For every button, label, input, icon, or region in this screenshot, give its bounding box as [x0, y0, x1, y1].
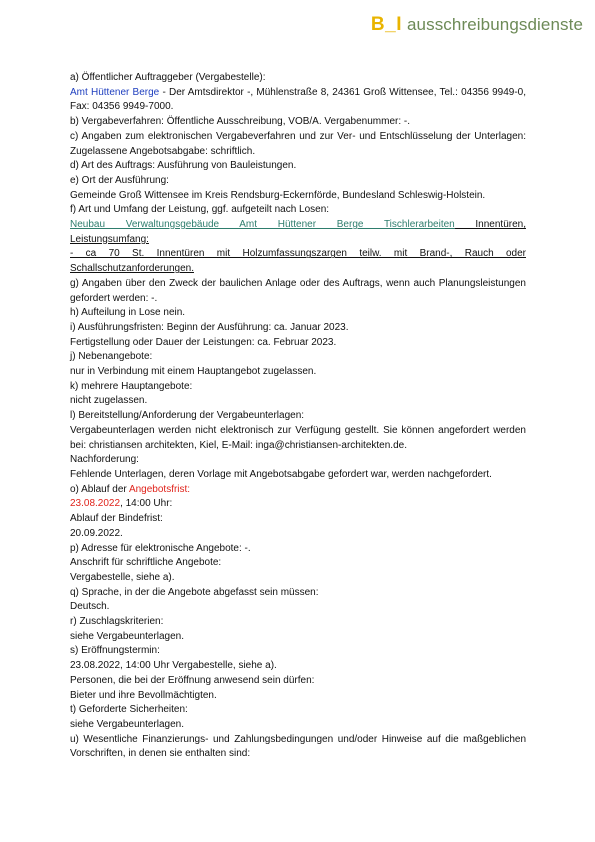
section-g: g) Angaben über den Zweck der baulichen Anlage oder des Auftrags, wenn auch Planungsleistungen gefordert werden: -.: [70, 277, 526, 304]
logo-mark: B_I: [370, 14, 402, 35]
section-f-title: [70, 218, 526, 233]
brand-logo: [371, 14, 583, 36]
section-f-label: f) Art und Umfang der Leistung, ggf. aufgeteilt nach Losen:: [70, 204, 330, 216]
section-k-label: k) mehrere Hauptangebote:: [70, 380, 193, 392]
binding-period-value: 20.09.2022.: [70, 527, 123, 539]
section-h: h) Aufteilung in Lose nein.: [70, 307, 186, 319]
section-b: b) Vergabeverfahren: Öffentliche Ausschreibung, VOB/A. Vergabenummer: -.: [70, 116, 411, 128]
section-f-scope: - ca 70 St. Innentüren mit Holzumfassungszargen teilw. mit Brand-, Rauch oder Schallschutzanforderungen.: [70, 248, 526, 275]
contracting-authority-detail: - Der Amtsdirektor -, Mühlenstraße 8, 24361 Groß Wittensee, Tel.: 04356 9949-0, Fax: 04356 9949-7000.: [70, 86, 527, 113]
section-r-value: siehe Vergabeunterlagen.: [70, 630, 184, 642]
section-t-value: siehe Vergabeunterlagen.: [70, 718, 184, 730]
deadline-time: , 14:00 Uhr:: [120, 498, 173, 510]
section-e-value: Gemeinde Groß Wittensee im Kreis Rendsburg-Eckernförde, Bundesland Schleswig-Holstein.: [70, 189, 486, 201]
contracting-authority-name: Amt Hüttener Berge: [70, 86, 160, 98]
section-i-end: Fertigstellung oder Dauer der Leistungen: ca. Februar 2023.: [70, 336, 337, 348]
deadline-label: Angebotsfrist:: [128, 483, 191, 495]
project-title-rest: Innentüren,: [454, 219, 526, 231]
section-r-label: r) Zuschlagskriterien:: [70, 616, 164, 628]
section-p-written-label: Anschrift für schriftliche Angebote:: [70, 557, 222, 569]
section-l-nach-value: Fehlende Unterlagen, deren Vorlage mit Angebotsabgabe gefordert war, werden nachgefordert.: [70, 468, 492, 480]
section-s-label: s) Eröffnungstermin:: [70, 645, 160, 657]
section-k-value: nicht zugelassen.: [70, 395, 148, 407]
section-o-deadline: [70, 497, 526, 512]
project-title-link[interactable]: Neubau Verwaltungsgebäude Amt Hüttener Berge Tischlerarbeiten: [70, 219, 455, 231]
section-i-start: i) Ausführungsfristen: Beginn der Ausführung: ca. Januar 2023.: [70, 321, 349, 333]
section-l-label: l) Bereitstellung/Anforderung der Vergabeunterlagen:: [70, 410, 305, 422]
section-a-label: a) Öffentlicher Auftraggeber (Vergabestelle):: [70, 72, 266, 83]
section-s-persons-value: Bieter und ihre Bevollmächtigten.: [70, 689, 217, 701]
logo-text: ausschreibungsdienste: [407, 15, 583, 34]
section-t-label: t) Geforderte Sicherheiten:: [70, 704, 188, 716]
section-j-label: j) Nebenangebote:: [70, 351, 153, 363]
section-f-scope-label: Leistungsumfang:: [70, 233, 149, 245]
section-j-value: nur in Verbindung mit einem Hauptangebot zugelassen.: [70, 366, 317, 378]
section-o-label: [70, 483, 526, 498]
tender-document: [70, 71, 526, 762]
section-a-body: [70, 86, 526, 115]
section-u: u) Wesentliche Finanzierungs- und Zahlungsbedingungen und/oder Hinweise auf die maßgeblichen Vorschriften, in denen sie enthalten sind:: [70, 733, 526, 760]
section-l-nach-label: Nachforderung:: [70, 454, 139, 466]
section-d: d) Art des Auftrags: Ausführung von Bauleistungen.: [70, 160, 297, 172]
deadline-prefix: o) Ablauf der: [70, 483, 129, 495]
section-s-persons-label: Personen, die bei der Eröffnung anwesend sein dürfen:: [70, 674, 315, 686]
deadline-date: 23.08.2022: [70, 498, 121, 510]
section-p-written-value: Vergabestelle, siehe a).: [70, 571, 175, 583]
section-l-value: Vergabeunterlagen werden nicht elektronisch zur Verfügung gestellt. Sie können angefordert werden bei: christiansen architekten, Kiel, E-Mail: inga@christiansen-architekten.de.: [70, 424, 526, 451]
binding-period-label: Ablauf der Bindefrist:: [70, 513, 163, 525]
section-q-value: Deutsch.: [70, 601, 110, 613]
section-p-electronic: p) Adresse für elektronische Angebote: -.: [70, 542, 251, 554]
section-e-label: e) Ort der Ausführung:: [70, 174, 169, 186]
section-s-value: 23.08.2022, 14:00 Uhr Vergabestelle, siehe a).: [70, 660, 277, 672]
section-c: c) Angaben zum elektronischen Vergabeverfahren und zur Ver- und Entschlüsselung der Unterlagen: Zugelassene Angebotsabgabe: schriftlich.: [70, 130, 526, 157]
section-q-label: q) Sprache, in der die Angebote abgefasst sein müssen:: [70, 586, 319, 598]
